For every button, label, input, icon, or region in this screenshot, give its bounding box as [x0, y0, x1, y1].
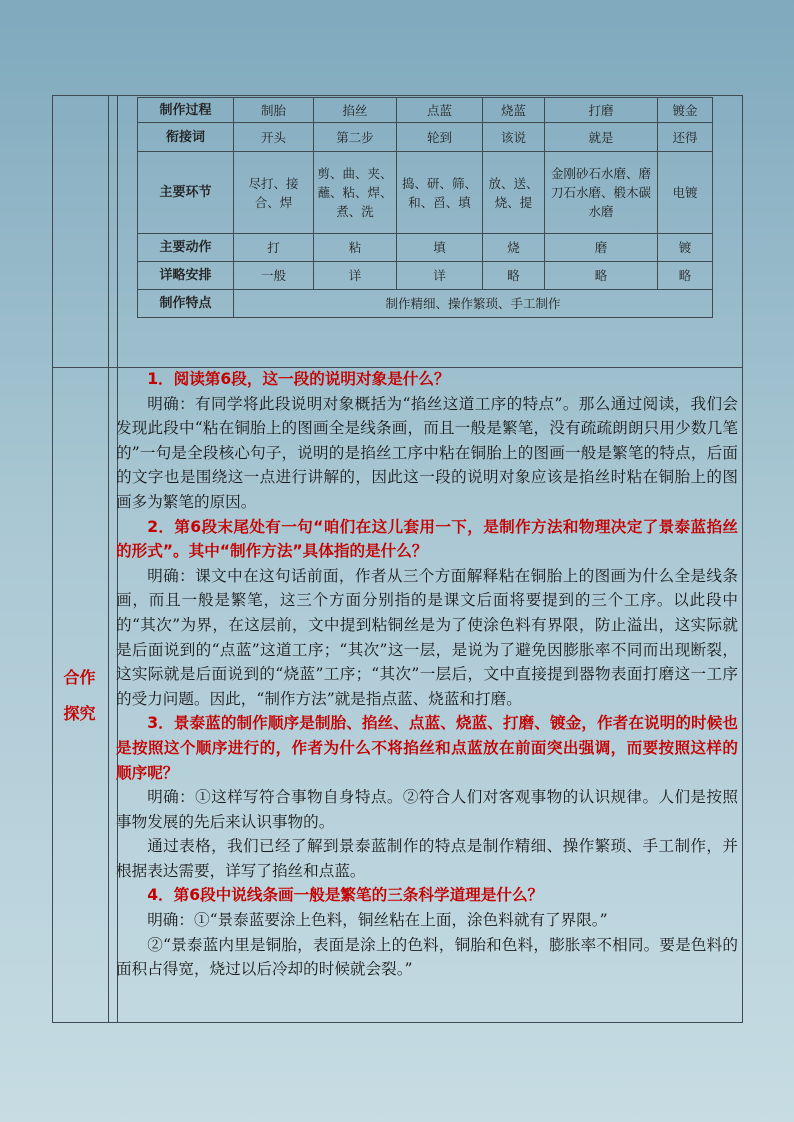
discussion-content: [116, 367, 738, 982]
table-cell: 开头: [234, 123, 314, 152]
row-header: 衔接词: [138, 123, 234, 152]
table-cell: 制胎: [234, 98, 314, 123]
table-cell: 轮到: [397, 123, 483, 152]
row-header: 制作过程: [138, 98, 234, 123]
table-row: [138, 262, 713, 290]
table-cell: 放、送、烧、提: [483, 152, 545, 234]
table-cell: 第二步: [314, 123, 397, 152]
table-cell: 制作精细、操作繁琐、手工制作: [234, 290, 713, 318]
table-cell: 磨: [545, 234, 658, 262]
answer-paragraph: 明确：①“景泰蓝要涂上色料，铜丝粘在上面，涂色料就有了界限。”: [147, 911, 608, 930]
table-cell: 掐丝: [314, 98, 397, 123]
table-cell: 填: [397, 234, 483, 262]
table-cell: 略: [483, 262, 545, 290]
table-cell: 粘: [314, 234, 397, 262]
table-cell: 剪、曲、夹、蘸、粘、焊、煮、洗: [314, 152, 397, 234]
table-row: [138, 290, 713, 318]
table-cell: 略: [545, 262, 658, 290]
row-header: 制作特点: [138, 290, 234, 318]
table-cell: 尽打、接合、焊: [234, 152, 314, 234]
row-header: 详略安排: [138, 262, 234, 290]
section-label-line1: 合作: [63, 668, 96, 687]
answer-paragraph: 明确：有同学将此段说明对象概括为“掐丝这道工序的特点”。那么通过阅读，我们会发现此段中“粘在铜胎上的图画全是线条画，而且一般是繁笔，没有疏疏朗朗只用少数几笔的”一句是全段核心句子，说明的是掐丝工序中粘在铜胎上的图画一般是繁笔的特点，后面的文字也是围绕这一点进行讲解的，因此这一段的说明对象应该是掐丝时粘在铜胎上的图画多为繁笔的原因。: [116, 394, 738, 511]
table-cell: 烧: [483, 234, 545, 262]
table-cell: 烧蓝: [483, 98, 545, 123]
table-row: [138, 98, 713, 123]
column-divider-1: [108, 96, 109, 1022]
table-cell: 打磨: [545, 98, 658, 123]
table-row: [138, 234, 713, 262]
question-heading: 3．景泰蓝的制作顺序是制胎、掐丝、点蓝、烧蓝、打磨、镀金，作者在说明的时候也是按照这个顺序进行的，作者为什么不将掐丝和点蓝放在前面突出强调，而要按照这样的顺序呢？: [116, 714, 738, 782]
answer-paragraph: ②“景泰蓝内里是铜胎，表面是涂上的色料，铜胎和色料，膨胀率不相同。要是色料的面积占得宽，烧过以后冷却的时候就会裂。”: [116, 935, 738, 979]
section-label-line2: 探究: [63, 704, 96, 723]
table-cell: 详: [314, 262, 397, 290]
question-heading: 2．第6段末尾处有一句“咱们在这儿套用一下，是制作方法和物理决定了景泰蓝掐丝的形式”。其中“制作方法”具体指的是什么？: [116, 517, 738, 561]
table-cell: 就是: [545, 123, 658, 152]
answer-paragraph: 明确：①这样写符合事物自身特点。②符合人们对客观事物的认识规律。人们是按照事物发展的先后来认识事物的。: [116, 788, 738, 831]
table-cell: 略: [658, 262, 713, 290]
table-cell: 捣、研、筛、和、舀、填: [397, 152, 483, 234]
table-cell: 电镀: [658, 152, 713, 234]
table-cell: 还得: [658, 123, 713, 152]
table-cell: 一般: [234, 262, 314, 290]
row-header: 主要环节: [138, 152, 234, 234]
table-cell: 打: [234, 234, 314, 262]
row-header: 主要动作: [138, 234, 234, 262]
table-cell: 点蓝: [397, 98, 483, 123]
question-heading: 4．第6段中说线条画一般是繁笔的三条科学道理是什么？: [147, 886, 544, 905]
table-cell: 该说: [483, 123, 545, 152]
table-row: [138, 152, 713, 234]
answer-paragraph: 通过表格，我们已经了解到景泰蓝制作的特点是制作精细、操作繁琐、手工制作，并根据表达需要，详写了掐丝和点蓝。: [116, 837, 738, 880]
table-cell: 金刚砂石水磨、磨刀石水磨、椴木碳水磨: [545, 152, 658, 234]
process-table: [137, 97, 713, 318]
answer-paragraph: 明确：课文中在这句话前面，作者从三个方面解释粘在铜胎上的图画为什么全是线条画，而且一般是繁笔，这三个方面分别指的是课文后面将要提到的三个工序。以此段中的“其次”为界，在这层前，文中提到粘铜丝是为了使涂色料有界限，防止溢出，这实际就是后面说到的“点蓝”这道工序；“其次”这一层，是说为了避免因膨胀率不同而出现断裂，这实际就是后面说到的“烧蓝”工序；“其次”一层后，文中直接提到器物表面打磨这一工序的受力问题。因此，“制作方法”就是指点蓝、烧蓝和打磨。: [116, 566, 738, 708]
table-row: [138, 123, 713, 152]
question-heading: 1．阅读第6段，这一段的说明对象是什么？: [147, 370, 450, 388]
table-cell: 镀金: [658, 98, 713, 123]
section-label: [52, 660, 107, 732]
table-cell: 详: [397, 262, 483, 290]
table-cell: 镀: [658, 234, 713, 262]
